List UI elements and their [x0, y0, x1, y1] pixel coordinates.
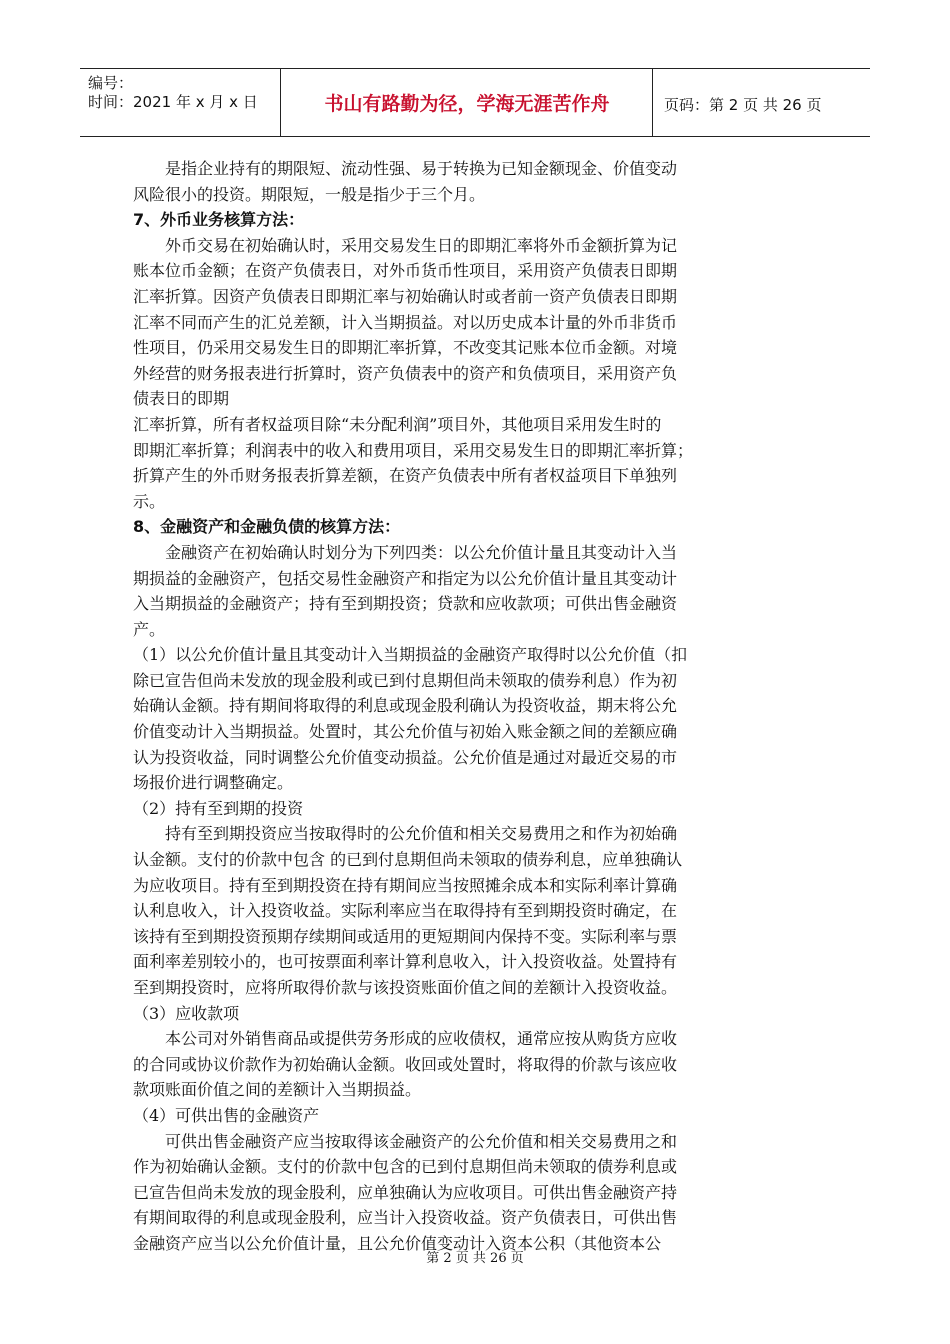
text-line: 外币交易在初始确认时，采用交易发生日的即期汇率将外币金额折算为记: [133, 235, 678, 255]
text-line: （4）可供出售的金融资产: [133, 1105, 320, 1125]
text-line: 认金额。支付的价款中包含 的已到付息期但尚未领取的债券利息，应单独确认: [133, 850, 683, 870]
text-line: （3）应收款项: [133, 1003, 240, 1023]
text-line: 除已宣告但尚未发放的现金股利或已到付息期但尚未领取的债券利息）作为初: [133, 670, 678, 690]
text-line: 至到期投资时，应将所取得价款与该投资账面价值之间的差额计入投资收益。: [133, 978, 678, 997]
text-line: 产。: [133, 619, 166, 639]
text-line: 的合同或协议价款作为初始确认金额。收回或处置时，将取得的价款与该应收: [133, 1054, 678, 1074]
text-line: 账本位币金额；在资产负债表日，对外币货币性项目，采用资产负债表日即期: [133, 261, 678, 281]
header-bottom-rule: [80, 136, 870, 137]
text-line: 已宣告但尚未发放的现金股利，应单独确认为应收项目。可供出售金融资产持: [133, 1182, 678, 1202]
text-line: 认利息收入，计入投资收益。实际利率应当在取得持有至到期投资时确定，在: [133, 901, 678, 921]
text-line: 期损益的金融资产，包括交易性金融资产和指定为以公允价值计量且其变动计: [133, 568, 678, 588]
document-body: [133, 156, 813, 1257]
text-line: 面利率差别较小的，也可按票面利率计算利息收入，计入投资收益。处置持有: [133, 952, 678, 972]
section-heading: 7、外币业务核算方法：: [133, 210, 305, 230]
text-line: （1）以公允价值计量且其变动计入当期损益的金融资产取得时以公允价值（扣: [133, 645, 688, 665]
text-line: 该持有至到期投资预期存续期间或适用的更短期间内保持不变。实际利率与票: [133, 926, 678, 946]
header-motto: 书山有路勤为径，学海无涯苦作舟: [324, 92, 610, 115]
text-line: 始确认金额。持有期间将取得的利息或现金股利确认为投资收益，期末将公允: [133, 696, 678, 716]
text-line: 性项目，仍采用交易发生日的即期汇率折算，不改变其记账本位币金额。对境: [133, 338, 678, 358]
section-heading: 8、金融资产和金融负债的核算方法：: [133, 517, 401, 537]
text-line: 有期间取得的利息或现金股利，应当计入投资收益。资产负债表日，可供出售: [133, 1208, 678, 1228]
text-line: 汇率折算。因资产负债表日即期汇率与初始确认时或者前一资产负债表日即期: [133, 286, 678, 306]
page-footer: 第 2 页 共 26 页: [426, 1251, 524, 1266]
header-number: 编号：: [88, 74, 134, 92]
text-line: 认为投资收益，同时调整公允价值变动损益。公允价值是通过对最近交易的市: [133, 747, 678, 767]
text-line: 示。: [133, 491, 166, 511]
text-line: （2）持有至到期的投资: [133, 798, 304, 818]
text-line: 为应收项目。持有至到期投资在持有期间应当按照摊余成本和实际利率计算确: [133, 875, 678, 895]
text-line: 债表日的即期: [133, 389, 230, 409]
text-line: 可供出售金融资产应当按取得该金融资产的公允价值和相关交易费用之和: [133, 1131, 678, 1151]
text-line: 即期汇率折算；利润表中的收入和费用项目，采用交易发生日的即期汇率折算；: [133, 440, 694, 460]
text-line: 本公司对外销售商品或提供劳务形成的应收债权，通常应按从购货方应收: [133, 1029, 678, 1049]
header-divider-right: [652, 68, 653, 136]
text-line: 汇率折算，所有者权益项目除“未分配利润”项目外，其他项目采用发生时的: [133, 414, 662, 434]
text-line: 金融资产应当以公允价值计量，且公允价值变动计入资本公积（其他资本公: [133, 1233, 662, 1253]
header-date: 时间：2021 年 x 月 x 日: [88, 93, 258, 111]
text-line: 场报价进行调整确定。: [133, 773, 294, 793]
text-line: 是指企业持有的期限短、流动性强、易于转换为已知金额现金、价值变动: [133, 159, 678, 178]
header-page-number: 页码：第 2 页 共 26 页: [664, 96, 822, 114]
header-divider-left: [280, 68, 281, 136]
text-line: 汇率不同而产生的汇兑差额，计入当期损益。对以历史成本计量的外币非货币: [133, 312, 678, 332]
text-line: 持有至到期投资应当按取得时的公允价值和相关交易费用之和作为初始确: [133, 824, 678, 844]
text-line: 作为初始确认金额。支付的价款中包含的已到付息期但尚未领取的债券利息或: [133, 1157, 678, 1177]
text-line: 款项账面价值之间的差额计入当期损益。: [133, 1080, 422, 1100]
text-line: 价值变动计入当期损益。处置时，其公允价值与初始入账金额之间的差额应确: [133, 722, 678, 742]
text-line: 外经营的财务报表进行折算时，资产负债表中的资产和负债项目，采用资产负: [133, 363, 678, 383]
text-line: 风险很小的投资。期限短，一般是指少于三个月。: [133, 184, 486, 204]
text-line: 入当期损益的金融资产；持有至到期投资；贷款和应收款项；可供出售金融资: [133, 594, 678, 614]
text-line: 折算产生的外币财务报表折算差额，在资产负债表中所有者权益项目下单独列: [133, 466, 678, 486]
text-line: 金融资产在初始确认时划分为下列四类：以公允价值计量且其变动计入当: [133, 542, 678, 562]
